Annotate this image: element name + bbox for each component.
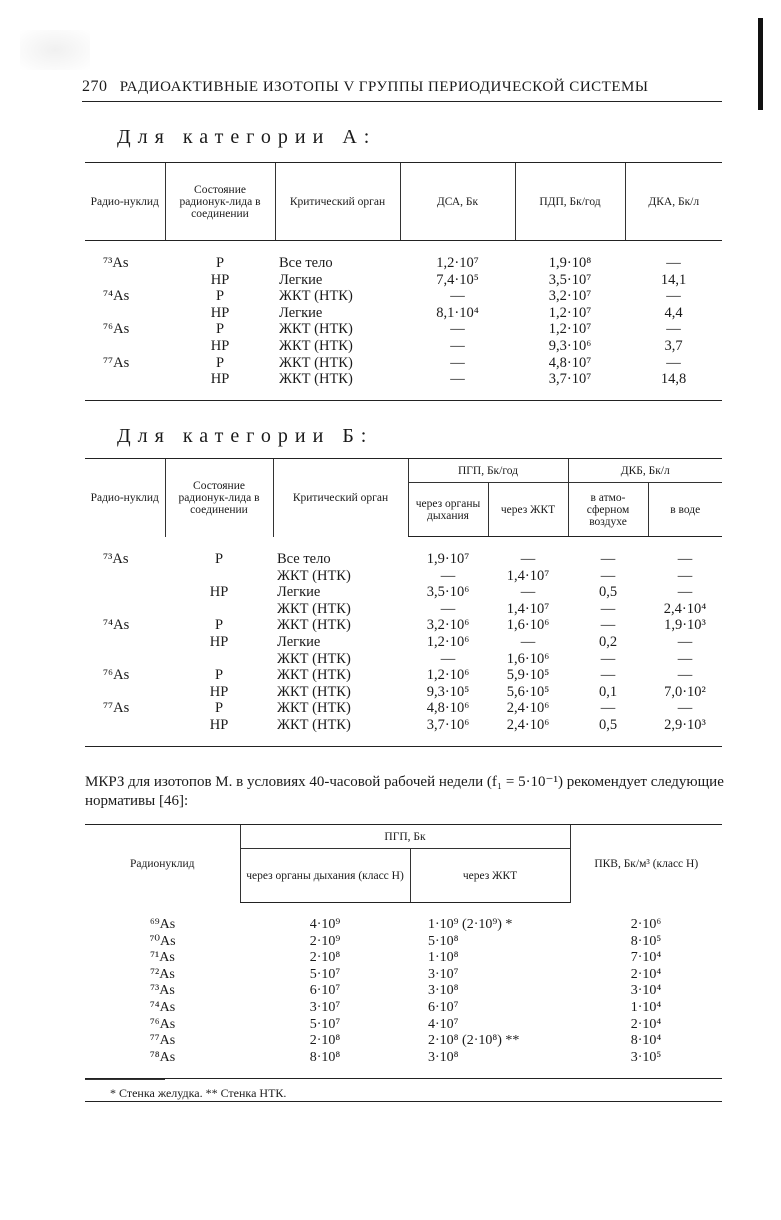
table-cell: 1,2·10⁷ xyxy=(548,321,592,338)
table-cell xyxy=(85,568,165,585)
table-cell xyxy=(85,584,165,601)
table-cell xyxy=(85,717,165,734)
table-cell: Все тело xyxy=(279,255,333,271)
table-cell: 4·10⁷ xyxy=(428,1016,459,1032)
table-cell: 2·10⁸ (2·10⁸) ** xyxy=(428,1033,520,1049)
table-cell: 1,9·10⁸ xyxy=(548,255,592,271)
table-row xyxy=(85,355,722,372)
table-cell: ⁷⁸As xyxy=(149,1049,176,1065)
table-row xyxy=(85,568,722,585)
table-cell: ⁷⁴As xyxy=(103,617,130,634)
table-cell: НР xyxy=(209,633,229,650)
table-cell: 3·10⁸ xyxy=(428,983,459,999)
table-cell: 3,2·10⁷ xyxy=(548,288,592,305)
table-cell xyxy=(85,651,165,668)
table-cell: 2,4·10⁶ xyxy=(506,700,550,717)
col-header: Радио-нуклид xyxy=(85,459,165,537)
table-row xyxy=(85,1000,722,1017)
table-row xyxy=(85,601,722,618)
table-cell: ЖКТ (НТК) xyxy=(277,650,351,667)
section-a-title: Для категории А: xyxy=(117,126,377,148)
table-category-b xyxy=(85,458,722,747)
table-cell: ⁷⁴As xyxy=(103,288,130,305)
table-row xyxy=(85,917,722,934)
page-number: 270 xyxy=(82,78,108,95)
table-cell: Легкие xyxy=(277,633,321,650)
table-cell: — xyxy=(677,584,693,601)
table-cell: 0,2 xyxy=(598,633,618,650)
table-cell: ЖКТ (НТК) xyxy=(277,716,351,733)
table-cell: Легкие xyxy=(279,271,323,288)
table-cell: 8·10⁴ xyxy=(630,1033,662,1049)
header-rule xyxy=(82,101,722,102)
table-cell: — xyxy=(666,255,681,271)
table-row xyxy=(85,255,722,272)
table-cell: Р xyxy=(215,255,225,271)
table-row xyxy=(85,634,722,651)
running-header xyxy=(82,78,702,96)
table-cell: 7,4·10⁵ xyxy=(436,271,479,288)
table-cell: 14,1 xyxy=(660,271,687,288)
table-cell: 9,3·10⁵ xyxy=(426,683,470,700)
table-row xyxy=(85,651,722,668)
table-cell: 6·10⁷ xyxy=(428,999,459,1015)
table-cell xyxy=(165,568,273,585)
edge-mark xyxy=(758,18,763,110)
table-cell: — xyxy=(450,288,465,305)
table-cell: Легкие xyxy=(277,584,321,601)
table-cell: 1,2·10⁷ xyxy=(436,255,479,271)
table-cell: 1,9·10³ xyxy=(664,617,706,634)
table-cell: 5·10⁸ xyxy=(428,933,459,949)
table-row xyxy=(85,1050,722,1067)
table-cell: 2·10⁴ xyxy=(630,1016,662,1032)
table-cell: НР xyxy=(210,337,230,354)
spacer-row xyxy=(85,903,722,918)
table-cell: ЖКТ (НТК) xyxy=(277,600,351,617)
table-cell: Р xyxy=(214,551,224,567)
table-cell: — xyxy=(440,650,456,667)
table-cell xyxy=(85,338,165,355)
table-cell: ЖКТ (НТК) xyxy=(279,371,353,388)
table-cell: 3·10⁷ xyxy=(428,966,459,982)
table-cell: ЖКТ (НТК) xyxy=(279,354,353,371)
table-cell: 9,3·10⁶ xyxy=(548,337,592,354)
table-row xyxy=(85,1033,722,1050)
footnote: * Стенка желудка. ** Стенка НТК. xyxy=(110,1086,287,1100)
table-cell: ЖКТ (НТК) xyxy=(277,617,351,634)
spacer-row xyxy=(85,537,722,552)
table-cell: 1,6·10⁶ xyxy=(506,650,550,667)
col-header: ДКБ, Бк/л xyxy=(568,459,722,483)
table-cell: 4,4 xyxy=(664,304,683,321)
table-cell: Р xyxy=(214,667,224,684)
table-cell: 3,5·10⁷ xyxy=(548,271,592,288)
table-cell xyxy=(85,272,165,289)
table-cell: 0,1 xyxy=(598,683,618,700)
table-cell: — xyxy=(600,650,616,667)
table-cell: — xyxy=(600,600,616,617)
table-cell: 8·10⁸ xyxy=(309,1049,341,1065)
table-cell: ЖКТ (НТК) xyxy=(279,288,353,305)
col-header: ПКВ, Бк/м³ (класс Н) xyxy=(570,825,722,903)
table-cell: ⁷¹As xyxy=(150,950,175,966)
table-cell: 0,5 xyxy=(598,716,618,733)
col-header: в воде xyxy=(648,483,722,537)
table-cell: 6·10⁷ xyxy=(309,983,341,999)
table-cell xyxy=(85,684,165,701)
table-cell: 5·10⁷ xyxy=(309,1016,341,1032)
table-cell xyxy=(165,651,273,668)
table-cell: ⁷³As xyxy=(103,551,129,567)
table-cell: НР xyxy=(209,683,229,700)
table-cell: — xyxy=(450,337,465,354)
col-header: ПГП, Бк xyxy=(240,825,570,849)
table-cell: 1,9·10⁷ xyxy=(426,551,470,567)
table-cell: — xyxy=(677,567,693,584)
table-cell: ЖКТ (НТК) xyxy=(277,683,351,700)
table-cell: Легкие xyxy=(279,304,323,321)
table-cell: ЖКТ (НТК) xyxy=(277,567,351,584)
table-cell: Р xyxy=(215,288,225,305)
table-row xyxy=(85,1017,722,1034)
table-row xyxy=(85,667,722,684)
table-cell: 14,8 xyxy=(660,371,687,388)
table-cell: НР xyxy=(209,584,229,601)
table-row xyxy=(85,338,722,355)
table-cell: 0,5 xyxy=(598,584,618,601)
table-cell: 2,4·10⁴ xyxy=(663,600,707,617)
table-cell: 4,8·10⁷ xyxy=(548,354,592,371)
table-cell xyxy=(165,601,273,618)
table-row xyxy=(85,617,722,634)
col-header: через ЖКТ xyxy=(410,849,570,903)
table-cell: 3·10⁴ xyxy=(630,983,662,999)
col-header: Радионуклид xyxy=(85,825,240,903)
table-cell: — xyxy=(520,551,536,567)
col-header: ПГП, Бк/год xyxy=(408,459,568,483)
table-cell: — xyxy=(677,650,693,667)
table-row xyxy=(85,934,722,951)
table-cell: — xyxy=(520,633,536,650)
table-cell: ЖКТ (НТК) xyxy=(279,337,353,354)
table-cell: 3,7·10⁶ xyxy=(426,716,470,733)
spacer-row xyxy=(85,241,722,256)
table-cell: — xyxy=(666,321,681,338)
table-cell: — xyxy=(440,600,456,617)
table-cell xyxy=(85,371,165,388)
table-row xyxy=(85,950,722,967)
table-cell: — xyxy=(677,667,693,684)
table-cell: 3·10⁷ xyxy=(309,999,341,1015)
table-cell: 1·10⁴ xyxy=(630,999,662,1015)
table-cell: 3·10⁸ xyxy=(428,1049,459,1065)
table-cell: 3,7·10⁷ xyxy=(548,371,592,388)
table-cell: 2·10⁴ xyxy=(630,966,662,982)
table-cell: НР xyxy=(210,371,230,388)
table-cell: 2·10⁸ xyxy=(309,950,341,966)
table-cell: 1·10⁸ xyxy=(428,950,459,966)
table-cell: Р xyxy=(215,354,225,371)
table-cell: 7·10⁴ xyxy=(630,950,662,966)
table-row xyxy=(85,983,722,1000)
table-category-a xyxy=(85,162,722,401)
page-smudge xyxy=(20,30,90,70)
table-row xyxy=(85,700,722,717)
table-cell: — xyxy=(600,567,616,584)
table-cell: 3,5·10⁶ xyxy=(426,584,470,601)
table-cell: 1,2·10⁶ xyxy=(426,667,470,684)
spacer-row xyxy=(85,734,722,747)
spacer-row xyxy=(85,1066,722,1079)
table-cell xyxy=(85,305,165,322)
table-cell: 8,1·10⁴ xyxy=(436,304,479,321)
table-row xyxy=(85,967,722,984)
table-cell: Все тело xyxy=(277,551,331,567)
table-cell: ⁷⁴As xyxy=(149,999,176,1015)
section-b-title: Для категории Б: xyxy=(117,425,374,447)
table-cell: — xyxy=(450,321,465,338)
table-cell: 1,2·10⁷ xyxy=(548,304,592,321)
running-title: РАДИОАКТИВНЫЕ ИЗОТОПЫ V ГРУППЫ ПЕРИОДИЧЕСКОЙ СИСТЕМЫ xyxy=(119,79,649,95)
table-cell xyxy=(85,601,165,618)
table-cell: ЖКТ (НТК) xyxy=(279,321,353,338)
table-cell: ⁷²As xyxy=(150,966,175,982)
table-row xyxy=(85,684,722,701)
table-cell: ⁷⁷As xyxy=(103,700,130,717)
table-cell: 3,2·10⁶ xyxy=(426,617,470,634)
col-header: в атмо-сферном воздухе xyxy=(568,483,648,537)
table-cell: НР xyxy=(210,271,230,288)
col-header: через органы дыхания (класс Н) xyxy=(240,849,410,903)
table-cell: ⁷⁶As xyxy=(103,667,130,684)
table-cell: 2,9·10³ xyxy=(664,716,706,733)
table-cell: — xyxy=(520,584,536,601)
table-cell: 3,7 xyxy=(664,337,683,354)
paragraph: МКРЗ для изотопов М. в условиях 40-часовой рабочей недели (f₁ = 5·10⁻¹) рекомендует следующие нормативы [46]: xyxy=(85,774,724,809)
table-cell: НР xyxy=(209,716,229,733)
table-cell: ⁶⁹As xyxy=(149,917,176,932)
table-cell: 2·10⁹ xyxy=(309,933,341,949)
table-cell: ⁷⁷As xyxy=(149,1033,176,1049)
footnote-rule xyxy=(85,1079,165,1080)
table-cell: 7,0·10² xyxy=(664,683,706,700)
bottom-rule xyxy=(85,1101,722,1102)
table-cell: 5,9·10⁵ xyxy=(506,667,550,684)
col-header: Критический орган xyxy=(275,163,400,241)
table-cell: 2·10⁸ xyxy=(309,1033,341,1049)
table-cell: ⁷⁶As xyxy=(103,321,130,338)
table-row xyxy=(85,551,722,568)
col-header: Состояние радионук-лида в соединении xyxy=(165,459,273,537)
table-cell: 4,8·10⁶ xyxy=(426,700,470,717)
table-cell: 8·10⁵ xyxy=(630,933,662,949)
table-cell: ⁷⁰As xyxy=(149,933,176,949)
table-cell: — xyxy=(450,371,465,388)
table-cell: — xyxy=(600,617,616,634)
spacer-row xyxy=(85,388,722,401)
table-row xyxy=(85,288,722,305)
table-cell: 2,4·10⁶ xyxy=(506,716,550,733)
table-icrp xyxy=(85,824,722,1079)
table-cell: — xyxy=(600,667,616,684)
table-cell: — xyxy=(450,354,465,371)
table-cell xyxy=(85,634,165,651)
table-cell: Р xyxy=(214,700,224,717)
table-row xyxy=(85,717,722,734)
table-cell: Р xyxy=(215,321,225,338)
col-header: ПДП, Бк/год xyxy=(515,163,625,241)
table-row xyxy=(85,371,722,388)
col-header: ДКА, Бк/л xyxy=(625,163,722,241)
table-cell: — xyxy=(440,567,456,584)
table-row xyxy=(85,584,722,601)
col-header: через ЖКТ xyxy=(488,483,568,537)
table-cell: 1,4·10⁷ xyxy=(506,600,550,617)
table-cell: 1·10⁹ (2·10⁹) * xyxy=(428,917,513,932)
col-header: через органы дыхания xyxy=(408,483,488,537)
table-row xyxy=(85,305,722,322)
table-cell: 3·10⁵ xyxy=(630,1049,662,1065)
col-header: ДСА, Бк xyxy=(400,163,515,241)
table-cell: 1,2·10⁶ xyxy=(426,633,470,650)
table-cell: ЖКТ (НТК) xyxy=(277,667,351,684)
table-cell: НР xyxy=(210,304,230,321)
table-cell: ⁷⁶As xyxy=(149,1016,176,1032)
col-header: Состояние радионук-лида в соединении xyxy=(165,163,275,241)
col-header: Критический орган xyxy=(273,459,408,537)
table-cell: ⁷⁷As xyxy=(103,354,130,371)
table-cell: ⁷³As xyxy=(103,255,129,271)
table-cell: — xyxy=(677,700,693,717)
table-cell: 5,6·10⁵ xyxy=(506,683,550,700)
table-cell: — xyxy=(666,354,681,371)
table-cell: — xyxy=(677,633,693,650)
table-cell: 2·10⁶ xyxy=(630,917,662,932)
table-cell: ⁷³As xyxy=(150,983,175,999)
table-row xyxy=(85,321,722,338)
table-cell: 4·10⁹ xyxy=(309,917,341,932)
table-cell: — xyxy=(677,551,693,567)
table-cell: Р xyxy=(214,617,224,634)
table-cell: 1,6·10⁶ xyxy=(506,617,550,634)
table-cell: — xyxy=(600,700,616,717)
table-row xyxy=(85,272,722,289)
table-cell: 1,4·10⁷ xyxy=(506,567,550,584)
table-cell: ЖКТ (НТК) xyxy=(277,700,351,717)
col-header: Радио-нуклид xyxy=(85,163,165,241)
table-cell: — xyxy=(600,551,616,567)
table-cell: 5·10⁷ xyxy=(309,966,341,982)
table-cell: — xyxy=(666,288,681,305)
